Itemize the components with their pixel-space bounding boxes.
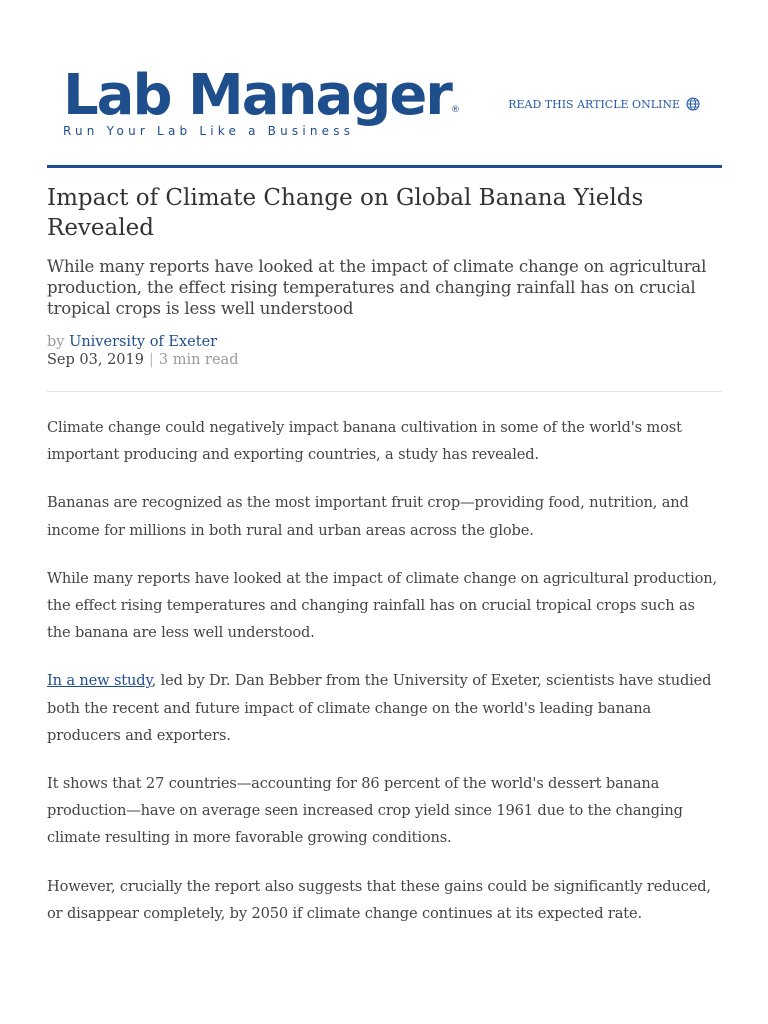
article-title: Impact of Climate Change on Global Banana Yields Revealed [47,185,644,241]
paragraph: While many reports have looked at the impact of climate change on agricultural production, the effect rising temperatures and changing rainfall has on crucial tropical crops such as the banana are less well understood. [47,569,718,642]
paragraph: Climate change could negatively impact banana cultivation in some of the world's most important producing and exporting countries, a study has revealed. [47,419,682,464]
header-rule [47,165,722,168]
read-online-link[interactable] [508,97,700,111]
logo-tagline: Run Your Lab Like a Business [63,124,355,138]
meta-separator: | [148,352,154,368]
by-label: by [47,334,65,350]
paragraph: Bananas are recognized as the most important fruit crop—providing food, nutrition, and income for millions in both rural and urban areas across the globe. [47,494,689,539]
paragraph: However, crucially the report also suggests that these gains could be significantly reduced, or disappear completely, by 2050 if climate change continues at its expected rate. [47,877,711,922]
lab-manager-logo[interactable] [63,63,473,138]
read-time: 3 min read [158,352,239,368]
article-page [47,0,722,922]
meta-divider [47,391,722,392]
article-subtitle: While many reports have looked at the impact of climate change on agricultural production, the effect rising temperatures and changing rainfall has on crucial tropical crops is less well understood [47,257,707,318]
logo-wordmark: Lab Manager® [63,63,460,128]
byline [47,333,217,352]
header [47,0,722,168]
study-paragraph-text: , led by Dr. Dan Bebber from the University of Exeter, scientists have studied both the recent and future impact of climate change on the world's leading banana producers and exporters. [47,672,712,744]
author-link[interactable]: University of Exeter [69,334,218,350]
registered-mark: ® [450,105,460,115]
study-link[interactable]: In a new study [47,672,152,690]
paragraph: It shows that 27 countries—accounting for 86 percent of the world's dessert banana production—have on average seen increased crop yield since 1961 due to the changing climate resulting in more favorable growing conditions. [47,775,683,847]
globe-icon [686,97,700,111]
read-online-label: READ THIS ARTICLE ONLINE [508,97,680,111]
paragraph [47,667,722,749]
publish-date: Sep 03, 2019 [47,352,144,368]
article-meta [47,351,238,370]
article-body [47,414,722,948]
